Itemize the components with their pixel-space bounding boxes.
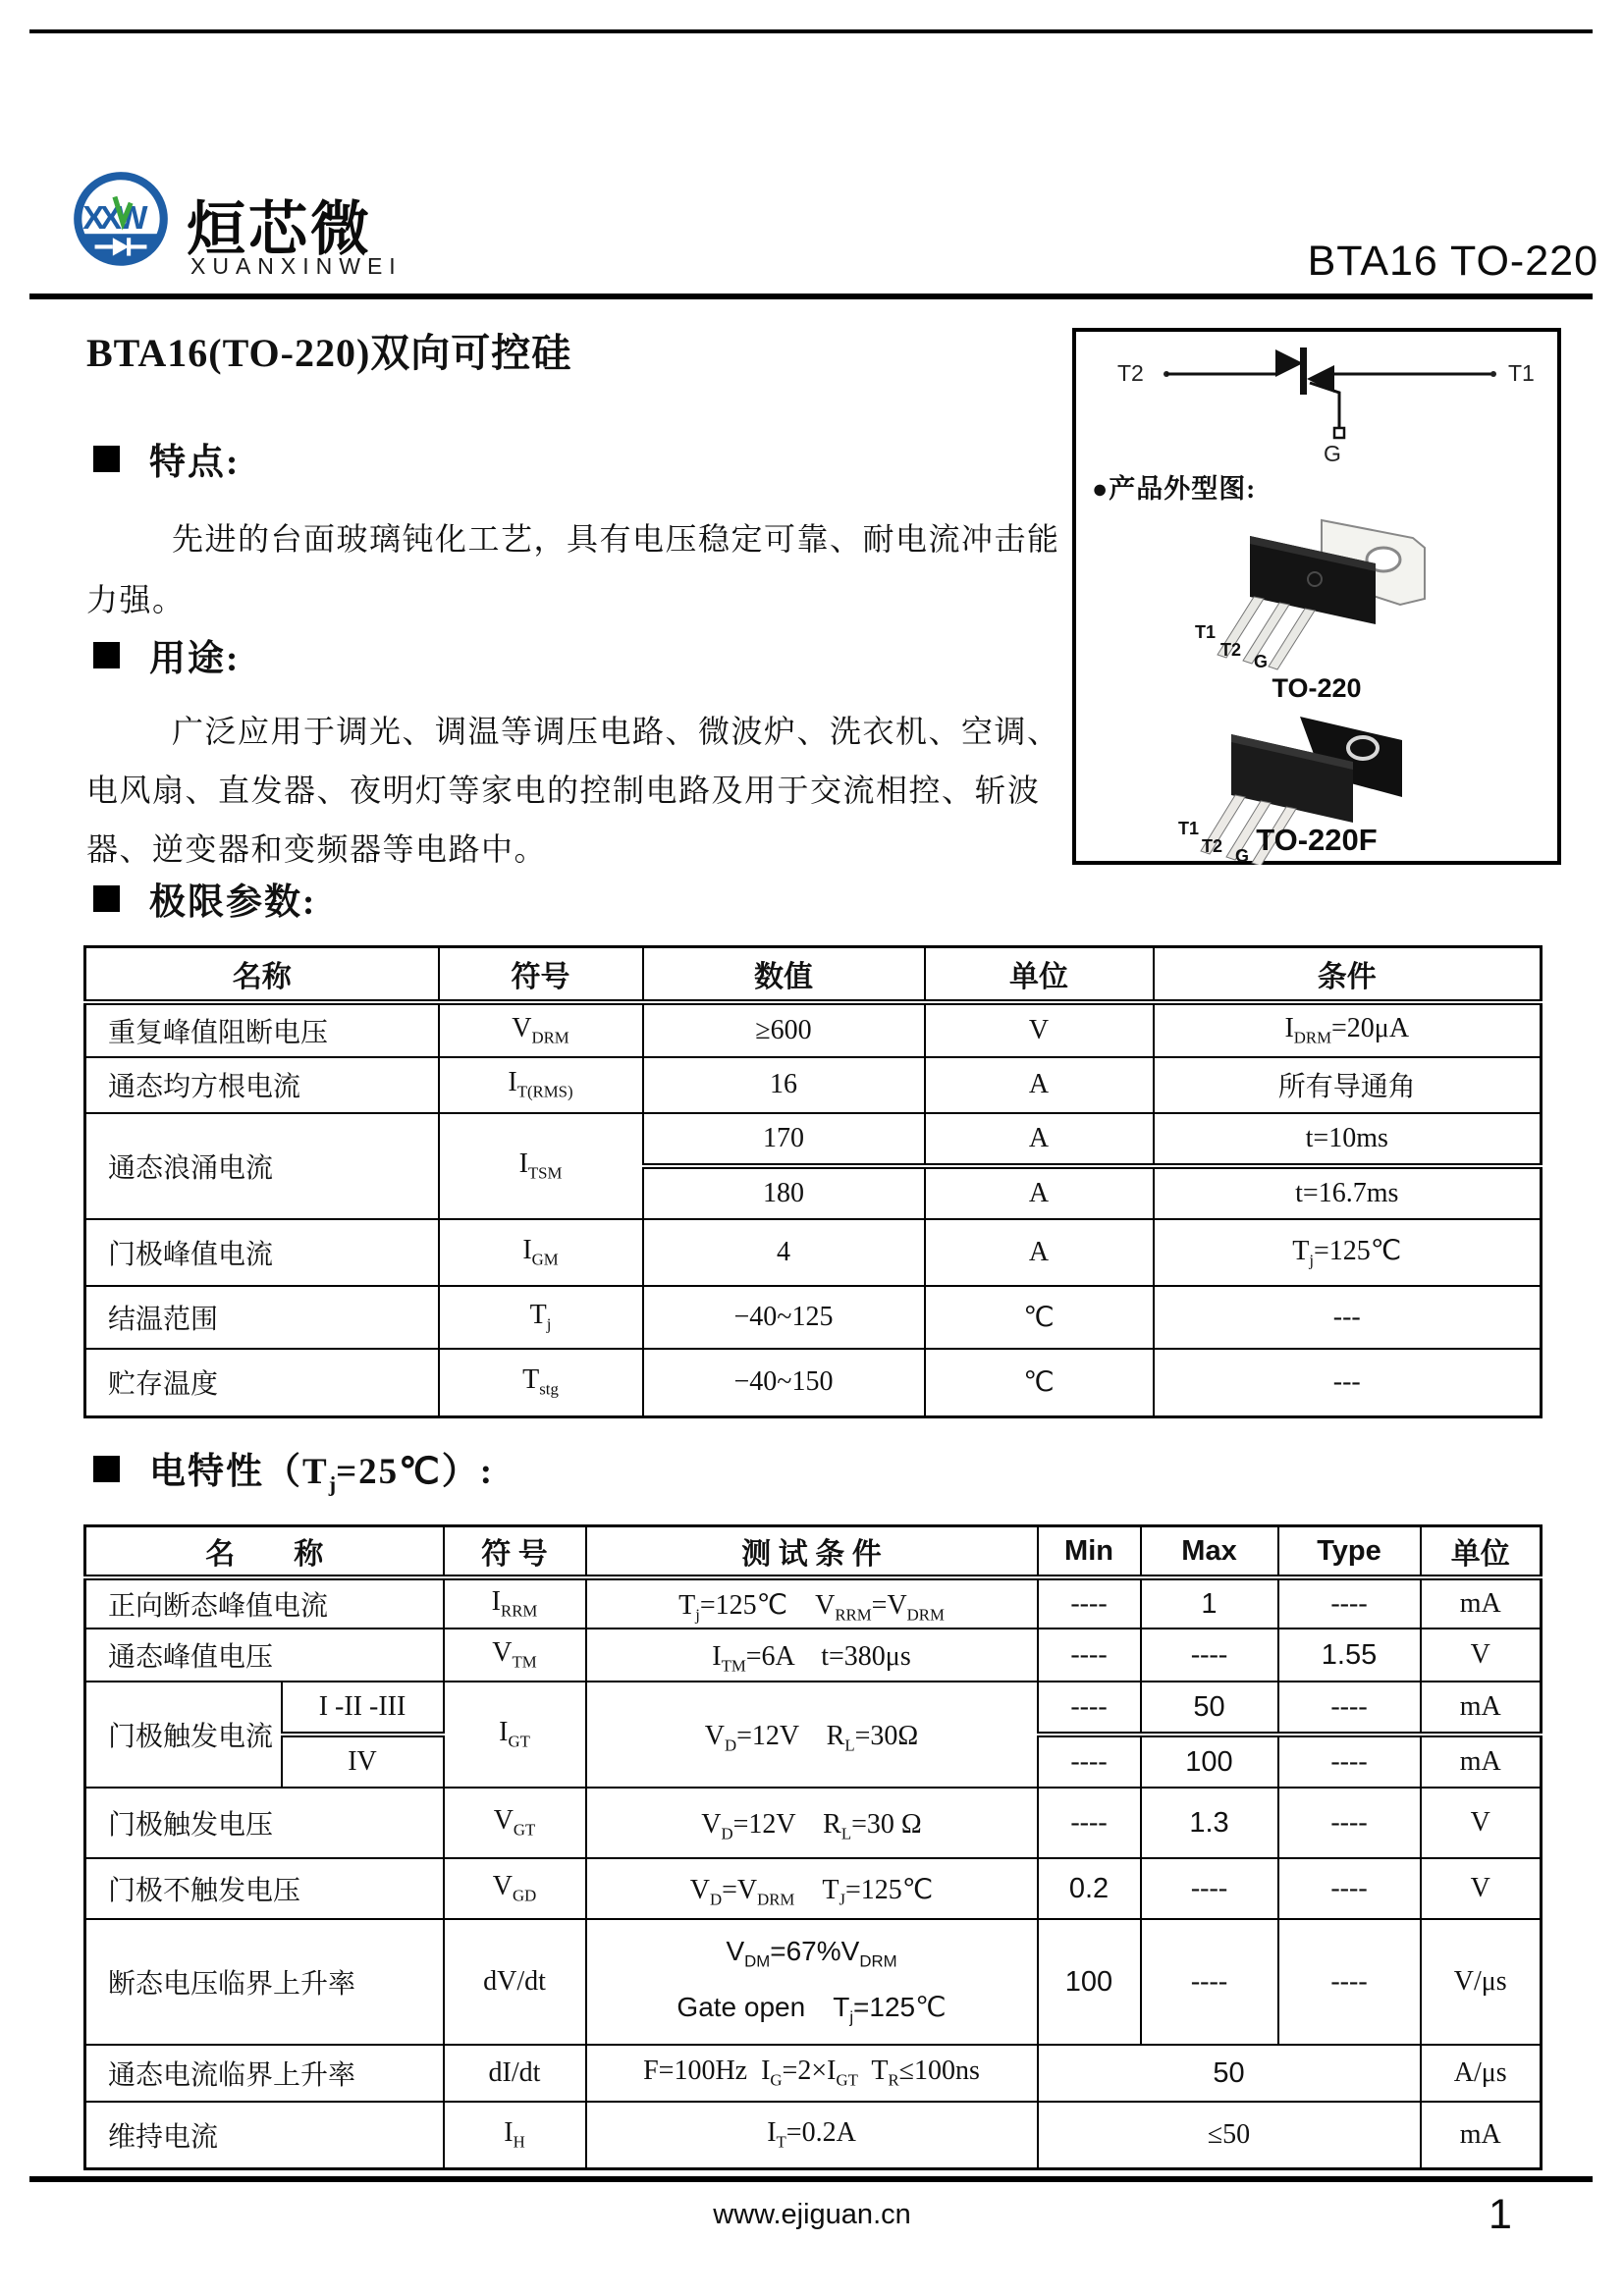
- param-unit: A: [925, 1166, 1154, 1219]
- min-value: ----: [1038, 1682, 1141, 1735]
- param-symbol: dI/dt: [444, 2045, 586, 2102]
- min-value: ----: [1038, 1577, 1141, 1629]
- param-name: 通态浪涌电流: [85, 1113, 439, 1219]
- param-condition: $V_D=12V$ $R_L=30$ Ω: [586, 1788, 1038, 1858]
- package-figure-box: [1072, 328, 1561, 865]
- col-header-value: 数值: [643, 947, 925, 1002]
- terminal-label-t1: T1: [1508, 360, 1535, 386]
- section-bullet-icon: [93, 1456, 120, 1482]
- param-symbol: $I_{RRM}$: [444, 1577, 586, 1629]
- electrical-table: [83, 1524, 1543, 2170]
- unit-value: V/μs: [1421, 1919, 1542, 2045]
- param-condition: ---: [1154, 1286, 1542, 1349]
- quadrant-grades: IV: [282, 1735, 444, 1788]
- company-name-en: XUANXINWEI: [190, 253, 403, 279]
- table-row: [85, 2102, 1542, 2168]
- param-symbol: $T_j$: [439, 1286, 643, 1349]
- type-value: ----: [1278, 1735, 1421, 1788]
- pin-label: T1: [1195, 622, 1217, 642]
- param-value: 170: [643, 1113, 925, 1166]
- table-row: [85, 1788, 1542, 1858]
- param-condition: $I_{TM}=6A$ t=380μs: [586, 1629, 1038, 1682]
- table-row: [85, 1577, 1542, 1629]
- col-header-unit: 单位: [925, 947, 1154, 1002]
- table-row: [85, 1919, 1542, 2045]
- table-header-row: [85, 1526, 1542, 1578]
- type-value: ----: [1278, 1919, 1421, 2045]
- limits-heading: 极限参数:: [93, 872, 316, 925]
- features-heading: 特点:: [93, 432, 240, 485]
- param-condition: $V_D=V_{DRM}$ $T_J=125℃$: [586, 1858, 1038, 1919]
- min-value: ----: [1038, 1629, 1141, 1682]
- col-header-symbol: 符号: [439, 947, 643, 1002]
- param-condition: ---: [1154, 1349, 1542, 1417]
- features-text-line-1: 先进的台面玻璃钝化工艺，具有电压稳定可靠、耐电流冲击能: [172, 521, 1060, 557]
- param-name: 门极触发电压: [85, 1788, 444, 1858]
- quadrant-grades: I -II -III: [282, 1682, 444, 1735]
- min-value: 100: [1038, 1919, 1141, 2045]
- param-name: 门极触发电流: [85, 1682, 282, 1788]
- section-bullet-icon: [93, 446, 120, 472]
- max-value: 100: [1141, 1735, 1278, 1788]
- max-value: ----: [1141, 1919, 1278, 2045]
- col-header-type: Type: [1278, 1526, 1421, 1578]
- param-condition: t=16.7ms: [1154, 1166, 1542, 1219]
- table-row: [85, 1858, 1542, 1919]
- logo-monogram: XXW: [82, 200, 143, 238]
- param-name: 通态电流临界上升率: [85, 2045, 444, 2102]
- max-value: 1: [1141, 1577, 1278, 1629]
- to-220-photo: [1189, 510, 1454, 672]
- company-logo-icon: [71, 167, 171, 284]
- param-value: −40~125: [643, 1286, 925, 1349]
- table-row: [85, 2045, 1542, 2102]
- company-name-cn: 烜芯微: [187, 196, 372, 262]
- unit-value: mA: [1421, 1682, 1542, 1735]
- param-symbol: dV/dt: [444, 1919, 586, 2045]
- unit-value: mA: [1421, 1735, 1542, 1788]
- table-row: [85, 1113, 1542, 1166]
- pin-label: G: [1235, 846, 1250, 865]
- col-header-name: 名 称: [85, 1526, 444, 1578]
- param-condition: $T_j=125℃$: [1154, 1219, 1542, 1286]
- param-condition: $I_{DRM}=20\mu A$: [1154, 1002, 1542, 1057]
- merged-value: ≤50: [1038, 2102, 1421, 2168]
- table-row: [85, 1057, 1542, 1113]
- page-title: BTA16(TO-220)双向可控硅: [86, 331, 572, 375]
- col-header-unit: 单位: [1421, 1526, 1542, 1578]
- unit-value: mA: [1421, 1577, 1542, 1629]
- min-value: ----: [1038, 1735, 1141, 1788]
- applications-text-line-3: 器、逆变器和变频器等电路中。: [86, 831, 548, 867]
- gate-label: G: [1324, 441, 1341, 465]
- max-value: 1.3: [1141, 1788, 1278, 1858]
- pin-label: G: [1254, 652, 1269, 671]
- product-outline-label: ●产品外型图:: [1092, 474, 1257, 504]
- param-condition: $I_T=0.2A$: [586, 2102, 1038, 2168]
- section-bullet-icon: [93, 642, 120, 668]
- col-header-condition: 测 试 条 件: [586, 1526, 1038, 1578]
- param-condition: $V_D=12V$ $R_L=30\Omega$: [586, 1682, 1038, 1788]
- param-value: 4: [643, 1219, 925, 1286]
- table-row: [85, 1682, 1542, 1735]
- param-condition: t=10ms: [1154, 1113, 1542, 1166]
- table-row: [85, 1286, 1542, 1349]
- max-value: ----: [1141, 1629, 1278, 1682]
- applications-text-line-2: 电风扇、直发器、夜明灯等家电的控制电路及用于交流相控、斩波: [86, 773, 1041, 808]
- header-rule: [29, 294, 1593, 299]
- table-row: [85, 1349, 1542, 1417]
- limits-table: [83, 945, 1543, 1418]
- condition-line: Gate open $T_j=125℃$: [677, 1992, 947, 2027]
- param-unit: A: [925, 1057, 1154, 1113]
- to-220f-caption: TO-220F: [1256, 823, 1378, 857]
- param-name: 断态电压临界上升率: [85, 1919, 444, 2045]
- pin-label: T2: [1220, 640, 1242, 660]
- type-value: ----: [1278, 1788, 1421, 1858]
- param-name: 结温范围: [85, 1286, 439, 1349]
- param-symbol: $I_{GM}$: [439, 1219, 643, 1286]
- type-value: ----: [1278, 1577, 1421, 1629]
- param-symbol: $T_{stg}$: [439, 1349, 643, 1417]
- param-symbol: $V_{TM}$: [444, 1629, 586, 1682]
- param-name: 门极峰值电流: [85, 1219, 439, 1286]
- page-number: 1: [1489, 2191, 1512, 2238]
- unit-value: A/μs: [1421, 2045, 1542, 2102]
- param-unit: A: [925, 1113, 1154, 1166]
- table-row: [85, 1219, 1542, 1286]
- max-value: ----: [1141, 1858, 1278, 1919]
- type-value: 1.55: [1278, 1629, 1421, 1682]
- top-rule: [29, 29, 1593, 33]
- param-name: 通态峰值电压: [85, 1629, 444, 1682]
- to-220-caption: TO-220: [1272, 673, 1362, 703]
- terminal-label-t2: T2: [1117, 360, 1144, 386]
- param-condition: [586, 1919, 1038, 2045]
- pin-label: T2: [1202, 836, 1223, 856]
- applications-text-line-1: 广泛应用于调光、调温等调压电路、微波炉、洗衣机、空调、: [172, 714, 1060, 749]
- condition-line: $V_{DM}=67\%V_{DRM}$: [726, 1936, 897, 1971]
- param-name: 门极不触发电压: [85, 1858, 444, 1919]
- merged-value: 50: [1038, 2045, 1421, 2102]
- features-text-line-2: 力强。: [86, 582, 186, 617]
- param-name: 正向断态峰值电流: [85, 1577, 444, 1629]
- unit-value: V: [1421, 1788, 1542, 1858]
- table-header-row: [85, 947, 1542, 1002]
- param-symbol: $V_{GD}$: [444, 1858, 586, 1919]
- param-value: −40~150: [643, 1349, 925, 1417]
- param-symbol: $I_{T(RMS)}$: [439, 1057, 643, 1113]
- param-unit: ℃: [925, 1286, 1154, 1349]
- param-symbol: $V_{GT}$: [444, 1788, 586, 1858]
- param-unit: ℃: [925, 1349, 1154, 1417]
- param-name: 重复峰值阻断电压: [85, 1002, 439, 1057]
- param-condition: 所有导通角: [1154, 1057, 1542, 1113]
- param-symbol: $I_H$: [444, 2102, 586, 2168]
- min-value: ----: [1038, 1788, 1141, 1858]
- col-header-max: Max: [1141, 1526, 1278, 1578]
- unit-value: mA: [1421, 2102, 1542, 2168]
- section-bullet-icon: [93, 885, 120, 912]
- param-condition: F=100Hz $I_G=2\times I_{GT}$ $T_R\le 100ns$: [586, 2045, 1038, 2102]
- max-value: 50: [1141, 1682, 1278, 1735]
- col-header-condition: 条件: [1154, 947, 1542, 1002]
- electrical-heading: 电特性$(T_j=25℃)$:: [93, 1441, 494, 1497]
- type-value: ----: [1278, 1682, 1421, 1735]
- col-header-symbol: 符 号: [444, 1526, 586, 1578]
- col-header-min: Min: [1038, 1526, 1141, 1578]
- param-symbol: $I_{TSM}$: [439, 1113, 643, 1219]
- param-condition: $T_j=125℃$ $V_{RRM}=V_{DRM}$: [586, 1577, 1038, 1629]
- type-value: ----: [1278, 1858, 1421, 1919]
- part-number-header: BTA16 TO-220: [1307, 238, 1598, 285]
- param-unit: A: [925, 1219, 1154, 1286]
- applications-heading: 用途:: [93, 628, 240, 681]
- param-symbol: $V_{DRM}$: [439, 1002, 643, 1057]
- table-row: [85, 1002, 1542, 1057]
- table-row: [85, 1629, 1542, 1682]
- param-name: 通态均方根电流: [85, 1057, 439, 1113]
- param-unit: V: [925, 1002, 1154, 1057]
- param-value: ≥600: [643, 1002, 925, 1057]
- param-symbol: $I_{GT}$: [444, 1682, 586, 1788]
- unit-value: V: [1421, 1858, 1542, 1919]
- param-name: 维持电流: [85, 2102, 444, 2168]
- pin-label: T1: [1178, 819, 1200, 838]
- unit-value: V: [1421, 1629, 1542, 1682]
- footer-rule: [29, 2176, 1593, 2182]
- footer-url: www.ejiguan.cn: [713, 2199, 911, 2230]
- param-value: 180: [643, 1166, 925, 1219]
- col-header-name: 名称: [85, 947, 439, 1002]
- param-value: 16: [643, 1057, 925, 1113]
- param-name: 贮存温度: [85, 1349, 439, 1417]
- min-value: 0.2: [1038, 1858, 1141, 1919]
- triac-symbol-figure: [1076, 338, 1557, 465]
